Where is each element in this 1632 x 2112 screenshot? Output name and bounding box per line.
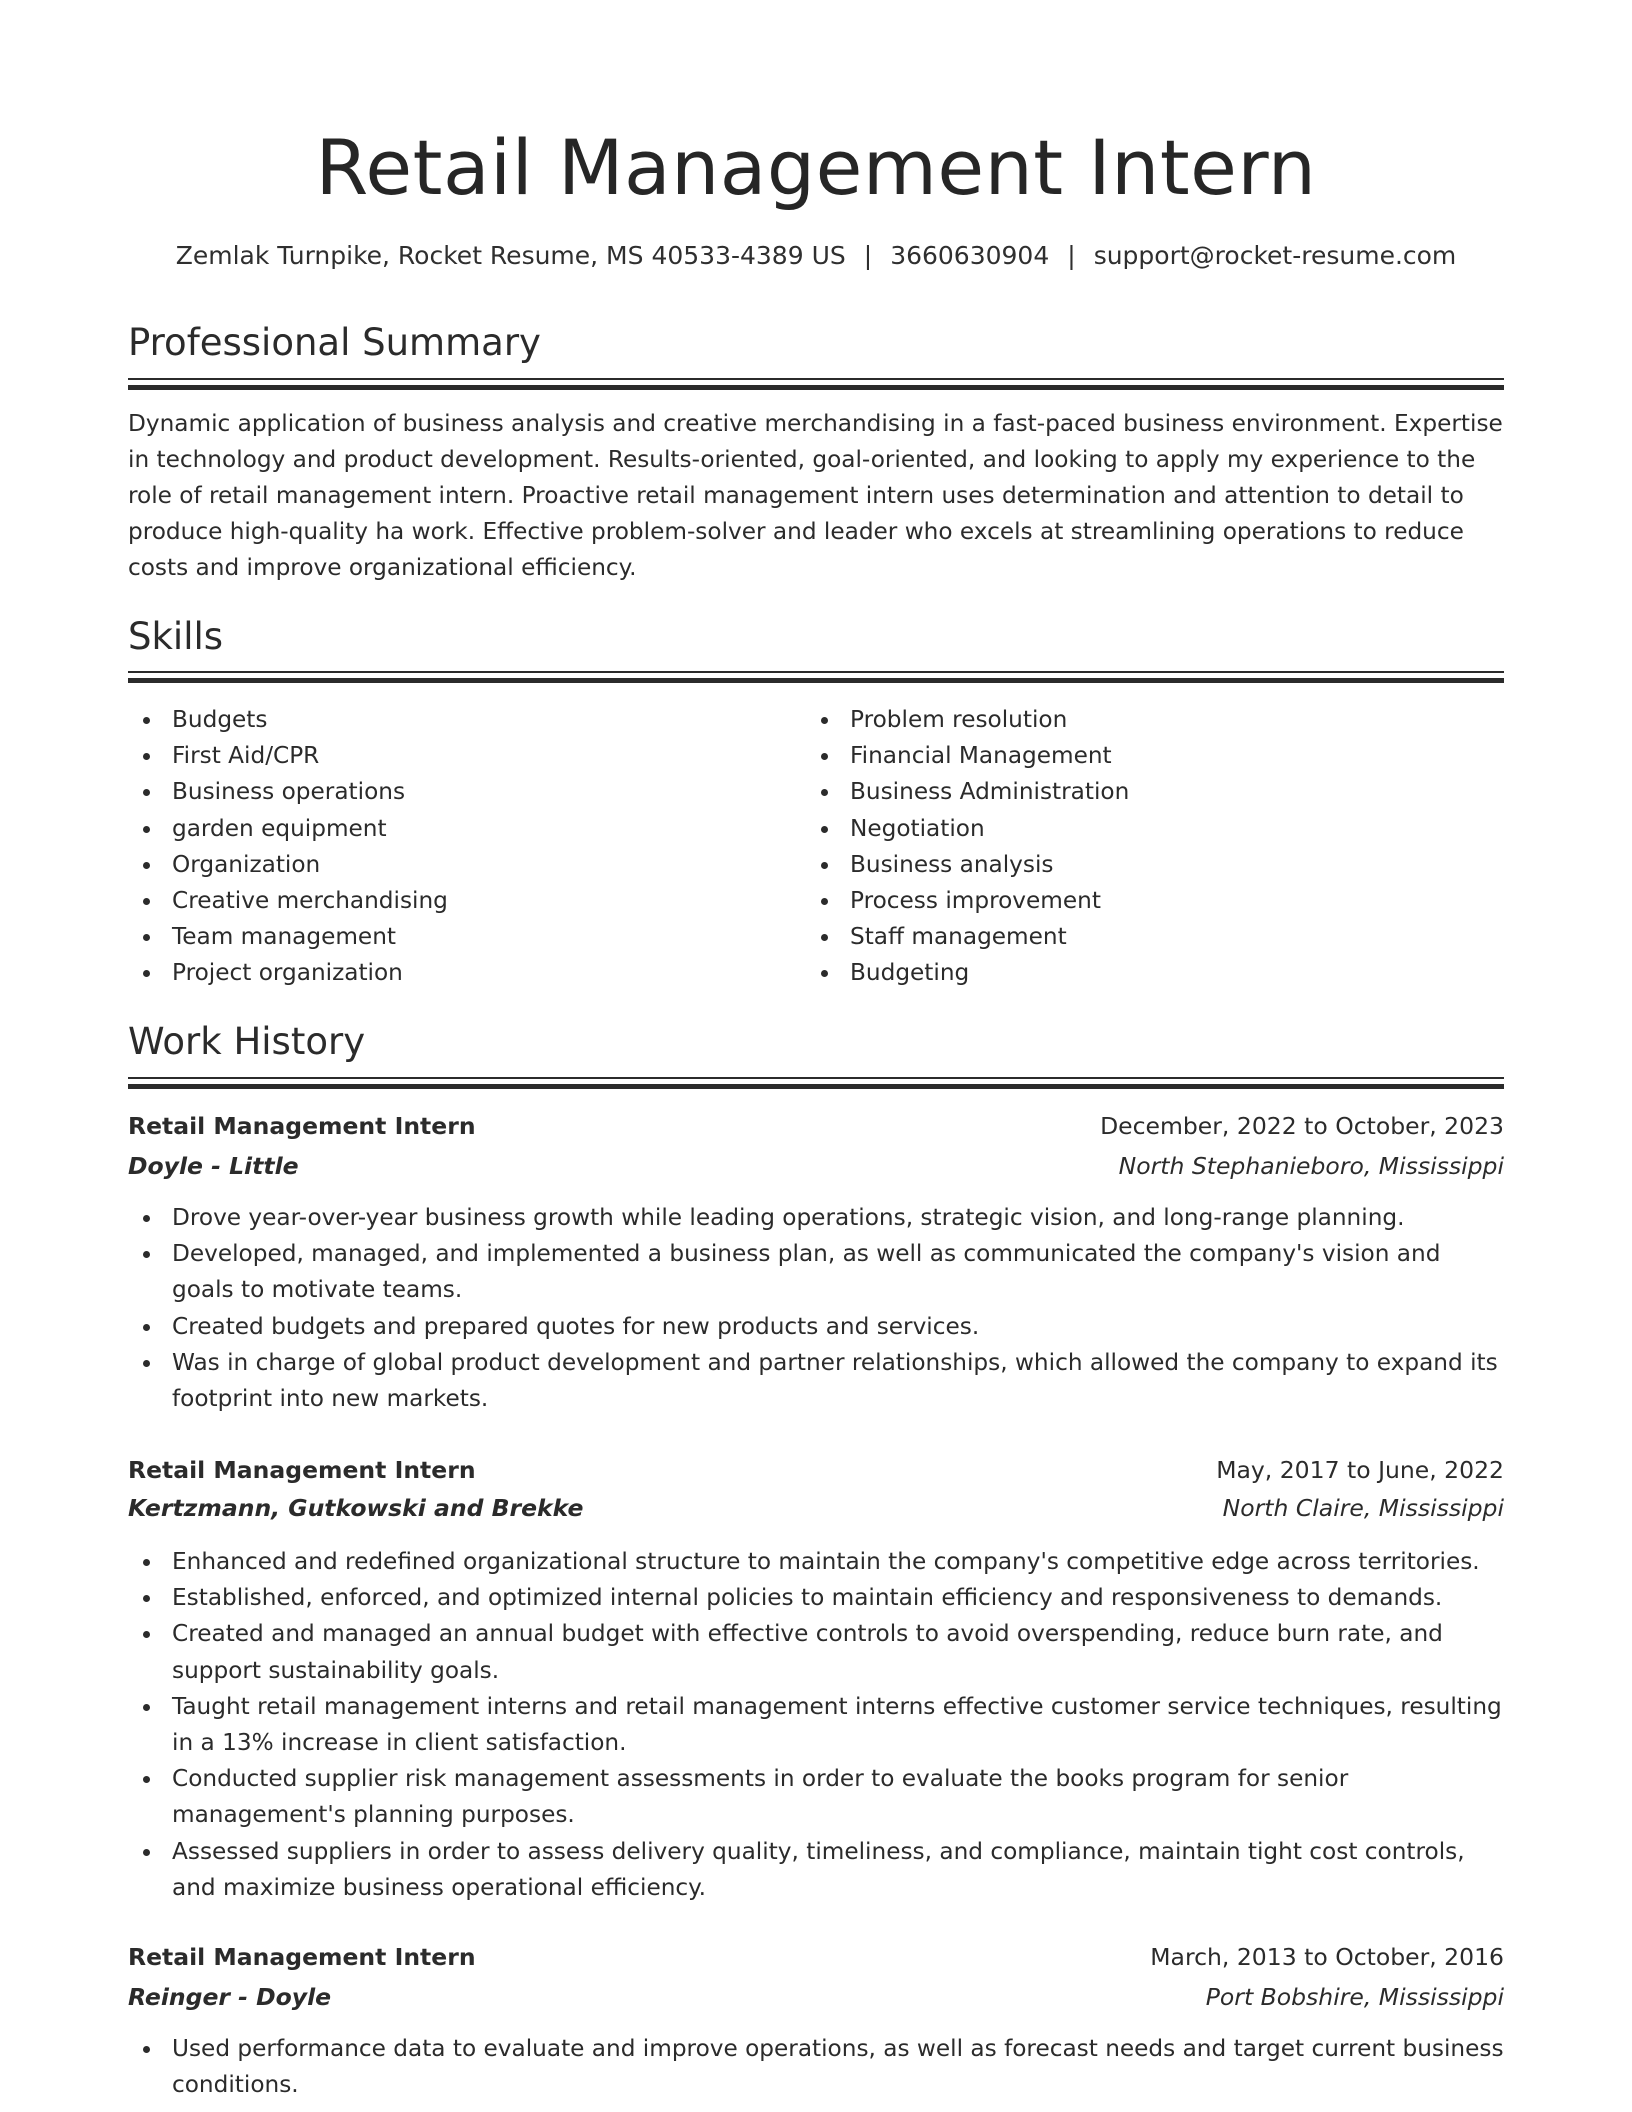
skill-item: garden equipment [128, 811, 800, 847]
skills-divider [128, 671, 1504, 683]
skill-item: Business Administration [806, 774, 1504, 810]
job-bullet-list [128, 1200, 1504, 1417]
summary-text: Dynamic application of business analysis and creative merchandising in a fast-paced business environment. Expertise in technology and product development. Results-oriented, goal-oriented, and looking to apply my experience to the role of retail management intern. Proactive retail management intern uses determination and attention to detail to produce high-quality ha work. Effective problem-solver and leader who excels at streamlining operations to reduce costs and improve organizational efficiency. [128, 410, 1503, 581]
job-bullet: Established, enforced, and optimized internal policies to maintain efficiency and responsiveness to demands. [128, 1580, 1504, 1616]
job-dates: May, 2017 to June, 2022 [1216, 1456, 1504, 1484]
job-company: Reinger - Doyle [128, 1983, 332, 2011]
skill-item: Negotiation [806, 811, 1504, 847]
job-title: Retail Management Intern [128, 1456, 476, 1484]
skill-item: Business analysis [806, 847, 1504, 883]
skills-heading: Skills [128, 615, 224, 658]
job-location: North Claire, Mississippi [1222, 1494, 1504, 1522]
contact-email: support@rocket-resume.com [1093, 241, 1457, 270]
skill-item: First Aid/CPR [128, 738, 800, 774]
job-bullet: Created budgets and prepared quotes for new products and services. [128, 1309, 1504, 1345]
job-bullet-list [128, 1544, 1504, 1906]
skill-item: Business operations [128, 774, 800, 810]
summary-divider [128, 378, 1504, 390]
job-bullet: Drove year-over-year business growth while leading operations, strategic vision, and long-range planning. [128, 1200, 1504, 1236]
summary-heading: Professional Summary [128, 321, 541, 364]
job-company: Kertzmann, Gutkowski and Brekke [128, 1494, 584, 1522]
skill-item: Budgeting [806, 955, 1504, 991]
job-bullet: Conducted supplier risk management assessments in order to evaluate the books program for senior management's planning purposes. [128, 1761, 1504, 1833]
work-divider [128, 1077, 1504, 1089]
job-bullet: Taught retail management interns and retail management interns effective customer service techniques, resulting in a 13% increase in client satisfaction. [128, 1689, 1504, 1761]
skill-item: Organization [128, 847, 800, 883]
skills-list-right [806, 702, 1504, 992]
skills-list-left [128, 702, 800, 992]
job-dates: March, 2013 to October, 2016 [1150, 1943, 1504, 1971]
skill-item: Staff management [806, 919, 1504, 955]
contact-phone: 3660630904 [890, 241, 1050, 270]
skill-item: Financial Management [806, 738, 1504, 774]
skill-item: Process improvement [806, 883, 1504, 919]
job-bullet: Used performance data to evaluate and improve operations, as well as forecast needs and target current business conditions. [128, 2031, 1504, 2103]
job-bullet: Developed, managed, and implemented a business plan, as well as communicated the company's vision and goals to motivate teams. [128, 1236, 1504, 1308]
job-title: Retail Management Intern [128, 1943, 476, 1971]
job-dates: December, 2022 to October, 2023 [1100, 1112, 1504, 1140]
job-bullet: Created and managed an annual budget with effective controls to avoid overspending, reduce burn rate, and support sustainability goals. [128, 1616, 1504, 1688]
skill-item: Problem resolution [806, 702, 1504, 738]
skill-item: Team management [128, 919, 800, 955]
contact-separator: | [863, 241, 873, 270]
job-bullet-list [128, 2031, 1504, 2103]
job-location: Port Bobshire, Mississippi [1205, 1983, 1504, 2011]
work-heading: Work History [128, 1020, 366, 1063]
skill-item: Budgets [128, 702, 800, 738]
contact-separator: | [1067, 241, 1076, 270]
skill-item: Creative merchandising [128, 883, 800, 919]
job-bullet: Assessed suppliers in order to assess delivery quality, timeliness, and compliance, maintain tight cost controls, and maximize business operational efficiency. [128, 1834, 1504, 1906]
resume-name: Retail Management Intern [315, 123, 1317, 212]
job-bullet: Enhanced and redefined organizational structure to maintain the company's competitive edge across territories. [128, 1544, 1504, 1580]
skill-item: Project organization [128, 955, 800, 991]
contact-line [128, 236, 1504, 276]
job-bullet: Was in charge of global product development and partner relationships, which allowed the company to expand its footprint into new markets. [128, 1345, 1504, 1417]
contact-address: Zemlak Turnpike, Rocket Resume, MS 40533-4389 US [175, 241, 846, 270]
job-location: North Stephanieboro, Mississippi [1118, 1152, 1504, 1180]
job-company: Doyle - Little [128, 1152, 299, 1180]
job-title: Retail Management Intern [128, 1112, 476, 1140]
